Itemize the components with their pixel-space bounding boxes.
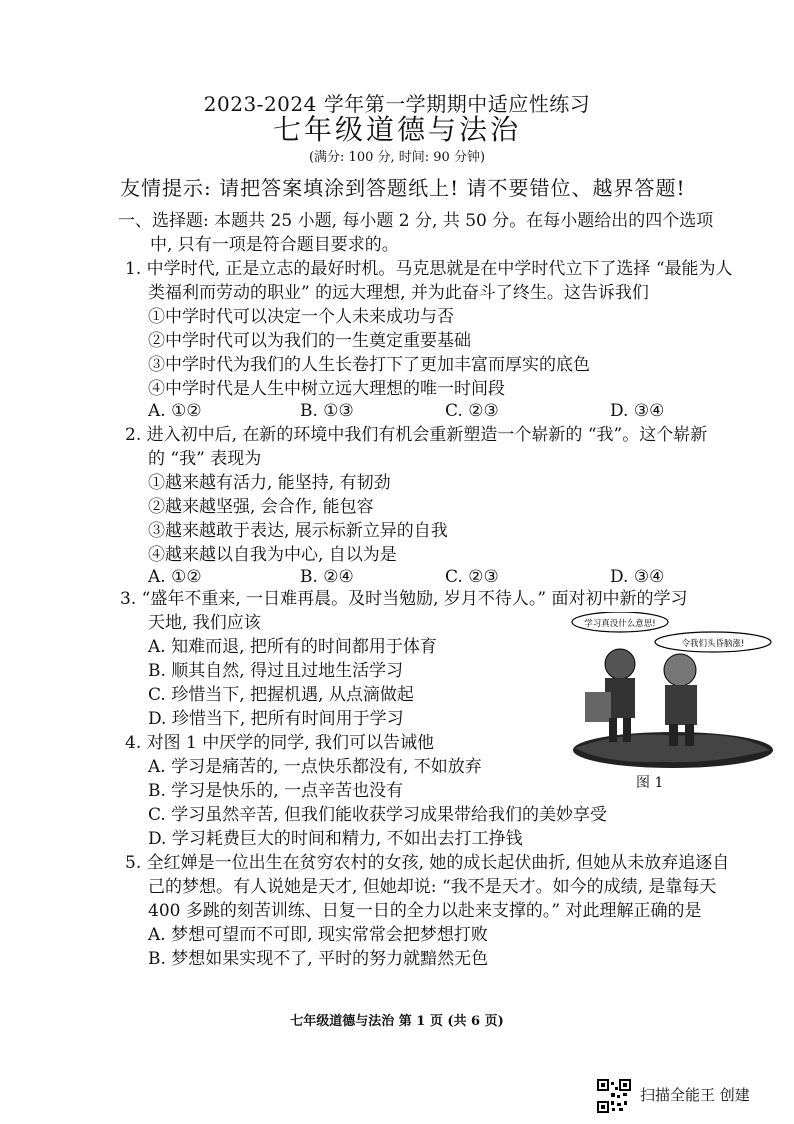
section-heading-line1: 一、选择题: 本题共 25 小题, 每小题 2 分, 共 50 分。在每小题给出的四个选项 (118, 211, 714, 231)
q2-statement-3: ③越来越敢于表达, 展示标新立异的自我 (148, 521, 448, 541)
q1-statement-1: ①中学时代可以决定一个人未来成功与否 (148, 307, 454, 327)
exam-title: 2023-2024 学年第一学期期中适应性练习 (203, 92, 591, 116)
section-heading-line2: 中, 只有一项是符合题目要求的。 (150, 235, 399, 255)
q3-option-a: A. 知难而退, 把所有的时间都用于体育 (148, 637, 437, 657)
q2-statement-1: ①越来越有活力, 能坚持, 有韧劲 (148, 473, 391, 493)
q5-stem-line3: 400 多跳的刻苦训练、日复一日的全力以赴来支撑的。” 对此理解正确的是 (148, 901, 702, 921)
q2-option-b: B. ②④ (300, 567, 354, 587)
q4-stem: 4. 对图 1 中厌学的同学, 我们可以告诫他 (125, 733, 435, 753)
q4-option-c: C. 学习虽然辛苦, 但我们能收获学习成果带给我们的美妙享受 (148, 805, 608, 825)
q1-statement-2: ②中学时代可以为我们的一生奠定重要基础 (148, 331, 471, 351)
scanner-watermark: 扫描全能王 创建 (640, 1086, 750, 1104)
page-footer: 七年级道德与法治 第 1 页 (共 6 页) (290, 1014, 504, 1029)
q1-option-b: B. ①③ (300, 401, 354, 421)
q2-stem-line1: 2. 进入初中后, 在新的环境中我们有机会重新塑造一个崭新的 “我”。这个崭新 (125, 425, 708, 445)
bubble-text-1: 学习真没什么意思! (584, 619, 656, 629)
q5-option-a: A. 梦想可望而不可即, 现实常常会把梦想打败 (148, 925, 488, 945)
bubble-text-2: 令我们头昏脑涨! (681, 639, 745, 649)
figure-1-caption: 图 1 (636, 775, 664, 791)
q2-option-a: A. ①② (148, 567, 202, 587)
q4-option-b: B. 学习是快乐的, 一点辛苦也没有 (148, 781, 404, 801)
q1-statement-3: ③中学时代为我们的人生长卷打下了更加丰富而厚实的底色 (148, 355, 590, 375)
figure-1-cartoon (565, 612, 775, 772)
q2-option-d: D. ③④ (610, 567, 665, 587)
q5-stem-line1: 5. 全红婵是一位出生在贫穷农村的女孩, 她的成长起伏曲折, 但她从未放弃追逐自 (125, 853, 730, 873)
q1-statement-4: ④中学时代是人生中树立远大理想的唯一时间段 (148, 379, 505, 399)
q2-statement-2: ②越来越坚强, 会合作, 能包容 (148, 497, 374, 517)
q5-stem-line2: 己的梦想。有人说她是天才, 但她却说: “我不是天才。如今的成绩, 是靠每天 (148, 877, 717, 897)
q2-option-c: C. ②③ (445, 567, 499, 587)
q4-option-d: D. 学习耗费巨大的时间和精力, 不如出去打工挣钱 (148, 829, 523, 849)
q3-stem-line1: 3. “盛年不重来, 一日难再晨。及时当勉励, 岁月不待人。” 面对初中新的学习 (120, 589, 688, 609)
q3-option-d: D. 珍惜当下, 把所有时间用于学习 (148, 709, 404, 729)
q2-stem-line2: 的 “我” 表现为 (148, 449, 262, 469)
q3-stem-line2: 天地, 我们应该 (148, 613, 261, 633)
qr-code-icon (597, 1079, 631, 1113)
q1-option-a: A. ①② (148, 401, 202, 421)
subject-title: 七年级道德与法治 (272, 113, 521, 146)
q1-option-c: C. ②③ (445, 401, 499, 421)
q1-stem-line2: 类福利而劳动的职业” 的远大理想, 并为此奋斗了终生。这告诉我们 (148, 283, 649, 303)
q5-option-b: B. 梦想如果实现不了, 平时的努力就黯然无色 (148, 949, 489, 969)
q4-option-a: A. 学习是痛苦的, 一点快乐都没有, 不如放弃 (148, 757, 482, 777)
student-left-figure (585, 649, 635, 742)
friendly-hint: 友情提示: 请把答案填涂到答题纸上! 请不要错位、越界答题! (120, 176, 686, 200)
exam-meta: (满分: 100 分, 时间: 90 分钟) (308, 150, 486, 165)
q3-option-b: B. 顺其自然, 得过且过地生活学习 (148, 661, 404, 681)
q3-option-c: C. 珍惜当下, 把握机遇, 从点滴做起 (148, 685, 414, 705)
q2-statement-4: ④越来越以自我为中心, 自以为是 (148, 545, 397, 565)
q1-stem-line1: 1. 中学时代, 正是立志的最好时机。马克思就是在中学时代立下了选择 “最能为人 (125, 259, 733, 279)
q1-option-d: D. ③④ (610, 401, 665, 421)
